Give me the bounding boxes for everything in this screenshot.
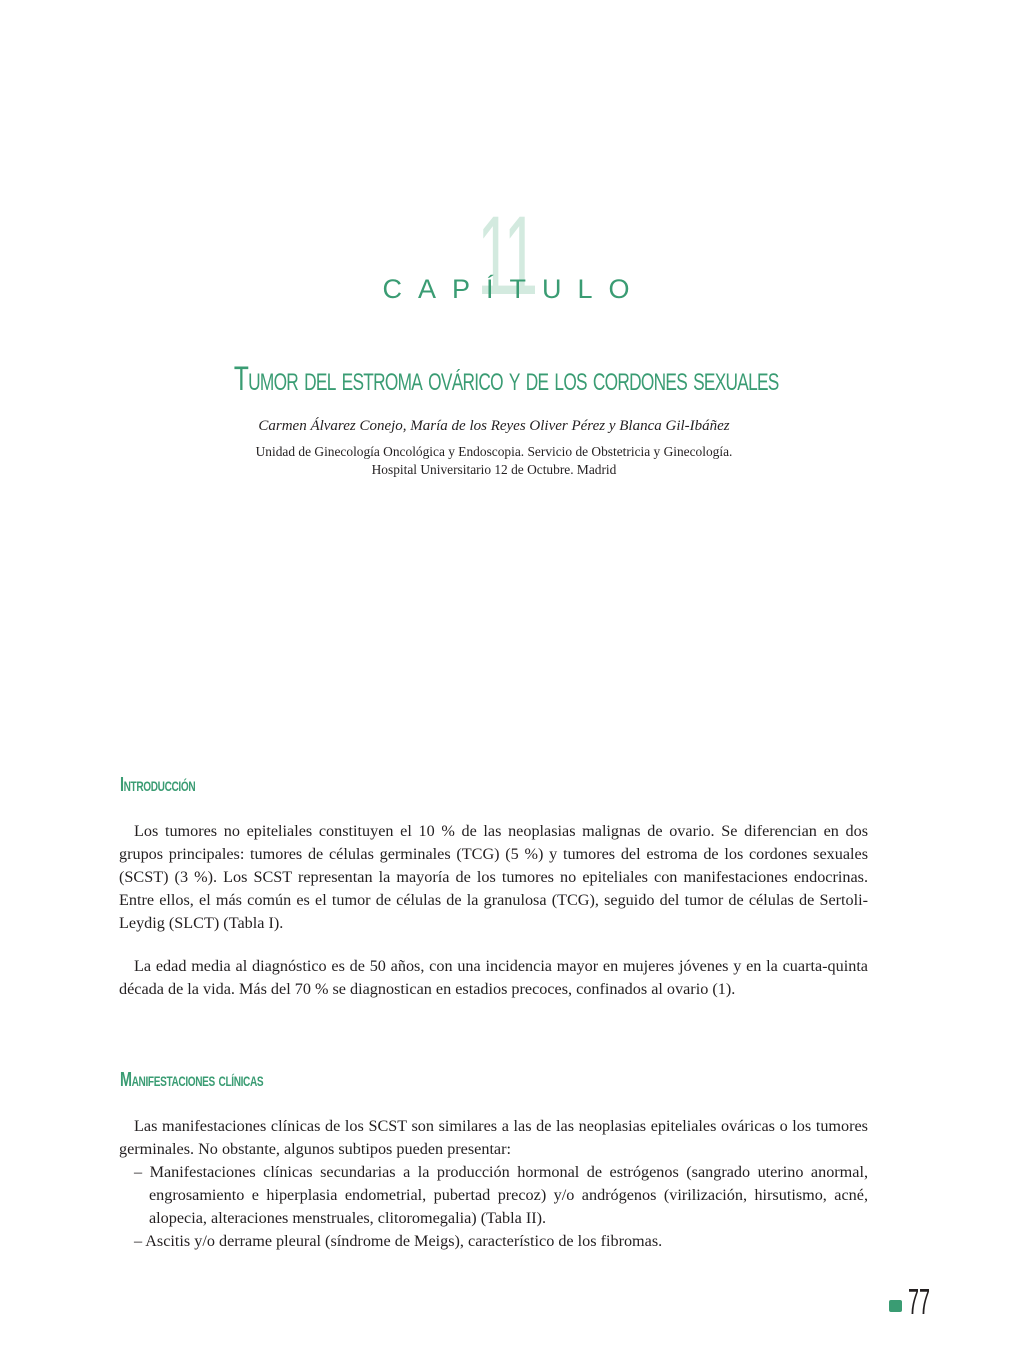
clinical-list [134, 1161, 868, 1253]
authors: Carmen Álvarez Conejo, María de los Reyes Oliver Pérez y Blanca Gil-Ibáñez [258, 418, 730, 434]
page-number: 77 [908, 1281, 931, 1322]
clinical-paragraph-1: Las manifestaciones clínicas de los SCST son similares a las de las neoplasias epiteliales ováricas o los tumores germinales. No obstante, algunos subtipos pueden presentar: [119, 1117, 868, 1158]
affiliation-line-1: Unidad de Ginecología Oncológica y Endoscopia. Servicio de Obstetricia y Ginecología. [255, 444, 733, 459]
chapter-header [0, 193, 1012, 318]
affiliation-line-2: Hospital Universitario 12 de Octubre. Madrid [371, 462, 617, 477]
chapter-number: 11 [477, 193, 535, 318]
affiliation [0, 443, 988, 479]
intro-paragraph-2: La edad media al diagnóstico es de 50 años, con una incidencia mayor en mujeres jóvenes y en la cuarta-quinta década de la vida. Más del 70 % se diagnostican en estadios precoces, confinados al ovario (1). [119, 957, 868, 998]
chapter-title-text: Tumor del estroma ovárico y de los cordones sexuales [233, 360, 779, 398]
list-item: – Manifestaciones clínicas secundarias a la producción hormonal de estrógenos (sangrado uterino anormal, engrosamiento e hiperplasia endometrial, pubertad precoz) y/o andrógenos (virilización, hirsutismo, acné, alopecia, alteraciones menstruales, clitoromegalia) (Tabla II). [134, 1163, 868, 1227]
section-heading-intro: Introducción [120, 774, 196, 796]
section-heading-clinical: Manifestaciones clínicas [120, 1069, 264, 1091]
page-marker-square [889, 1300, 902, 1312]
chapter-title [0, 355, 1012, 403]
intro-paragraph-1: Los tumores no epiteliales constituyen el 10 % de las neoplasias malignas de ovario. Se diferencian en dos grupos principales: tumores de células germinales (TCG) (5 %) y tumores del estroma de los cordones sexuales (SCST) (3 %). Los SCST representan la mayoría de los tumores no epiteliales con manifestaciones endocrinas. Entre ellos, el más común es el tumor de células de la granulosa (TCG), seguido del tumor de células de Sertoli-Leydig (SLCT) (Tabla I). [119, 822, 868, 932]
list-item: – Ascitis y/o derrame pleural (síndrome de Meigs), característico de los fibromas. [134, 1232, 663, 1250]
chapter-label: CAPÍTULO [382, 274, 646, 304]
